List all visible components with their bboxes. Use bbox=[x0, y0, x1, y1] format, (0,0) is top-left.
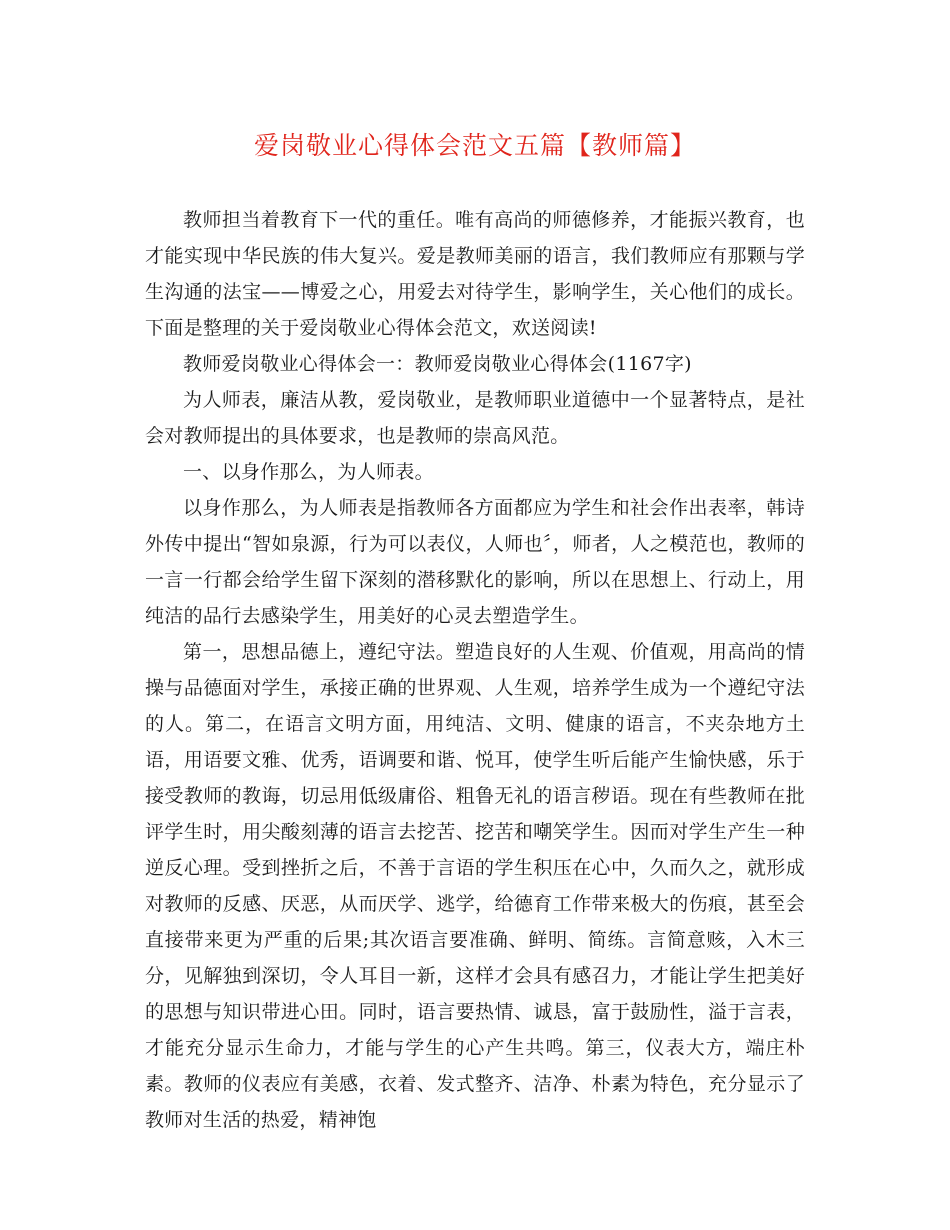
paragraph-intro: 教师担当着教育下一代的重任。唯有高尚的师德修养，才能振兴教育，也才能实现中华民族的伟大复兴。爱是教师美丽的语言，我们教师应有那颗与学生沟通的法宝——博爱之心，用爱去对待学生，影响学生，关心他们的成长。下面是整理的关于爱岗敬业心得体会范文，欢送阅读! bbox=[145, 209, 805, 339]
document-title: 爱岗敬业心得体会范文五篇【教师篇】 bbox=[253, 131, 696, 160]
paragraph-section-heading: 教师爱岗敬业心得体会一：教师爱岗敬业心得体会(1167字) bbox=[183, 353, 692, 375]
paragraph-details: 第一，思想品德上，遵纪守法。塑造良好的人生观、价值观，用高尚的情操与品德面对学生，承接正确的世界观、人生观，培养学生成为一个遵纪守法的人。第二，在语言文明方面，用纯洁、文明、健康的语言，不夹杂地方土语，用语要文雅、优秀，语调要和谐、悦耳，使学生听后能产生愉快感，乐于接受教师的教诲，切忌用低级庸俗、粗鲁无礼的语言秽语。现在有些教师在批评学生时，用尖酸刻薄的语言去挖苦、挖苦和嘲笑学生。因而对学生产生一种逆反心理。受到挫折之后，不善于言语的学生积压在心中，久而久之，就形成对教师的反感、厌恶，从而厌学、逃学，给德育工作带来极大的伤痕，甚至会直接带来更为严重的后果;其次语言要准确、鲜明、简练。言简意赅，入木三分，见解独到深切，令人耳目一新，这样才会具有感召力，才能让学生把美好的思想与知识带进心田。同时，语言要热情、诚恳，富于鼓励性，溢于言表，才能充分显示生命力，才能与学生的心产生共鸣。第三，仪表大方，端庄朴素。教师的仪表应有美感，衣着、发式整齐、洁净、朴素为特色，充分显示了教师对生活的热爱，精神饱 bbox=[145, 641, 805, 1131]
paragraph-subheading: 一、以身作那么，为人师表。 bbox=[183, 461, 434, 483]
document-body bbox=[145, 202, 805, 1138]
paragraph-overview: 为人师表，廉洁从教，爱岗敬业，是教师职业道德中一个显著特点，是社会对教师提出的具体要求，也是教师的崇高风范。 bbox=[145, 389, 805, 447]
paragraph-role-model: 以身作那么，为人师表是指教师各方面都应为学生和社会作出表率，韩诗外传中提出“智如泉源，行为可以表仪，人师也〞，师者，人之模范也，教师的一言一行都会给学生留下深刻的潜移默化的影响，所以在思想上、行动上，用纯洁的品行去感染学生，用美好的心灵去塑造学生。 bbox=[145, 497, 805, 627]
